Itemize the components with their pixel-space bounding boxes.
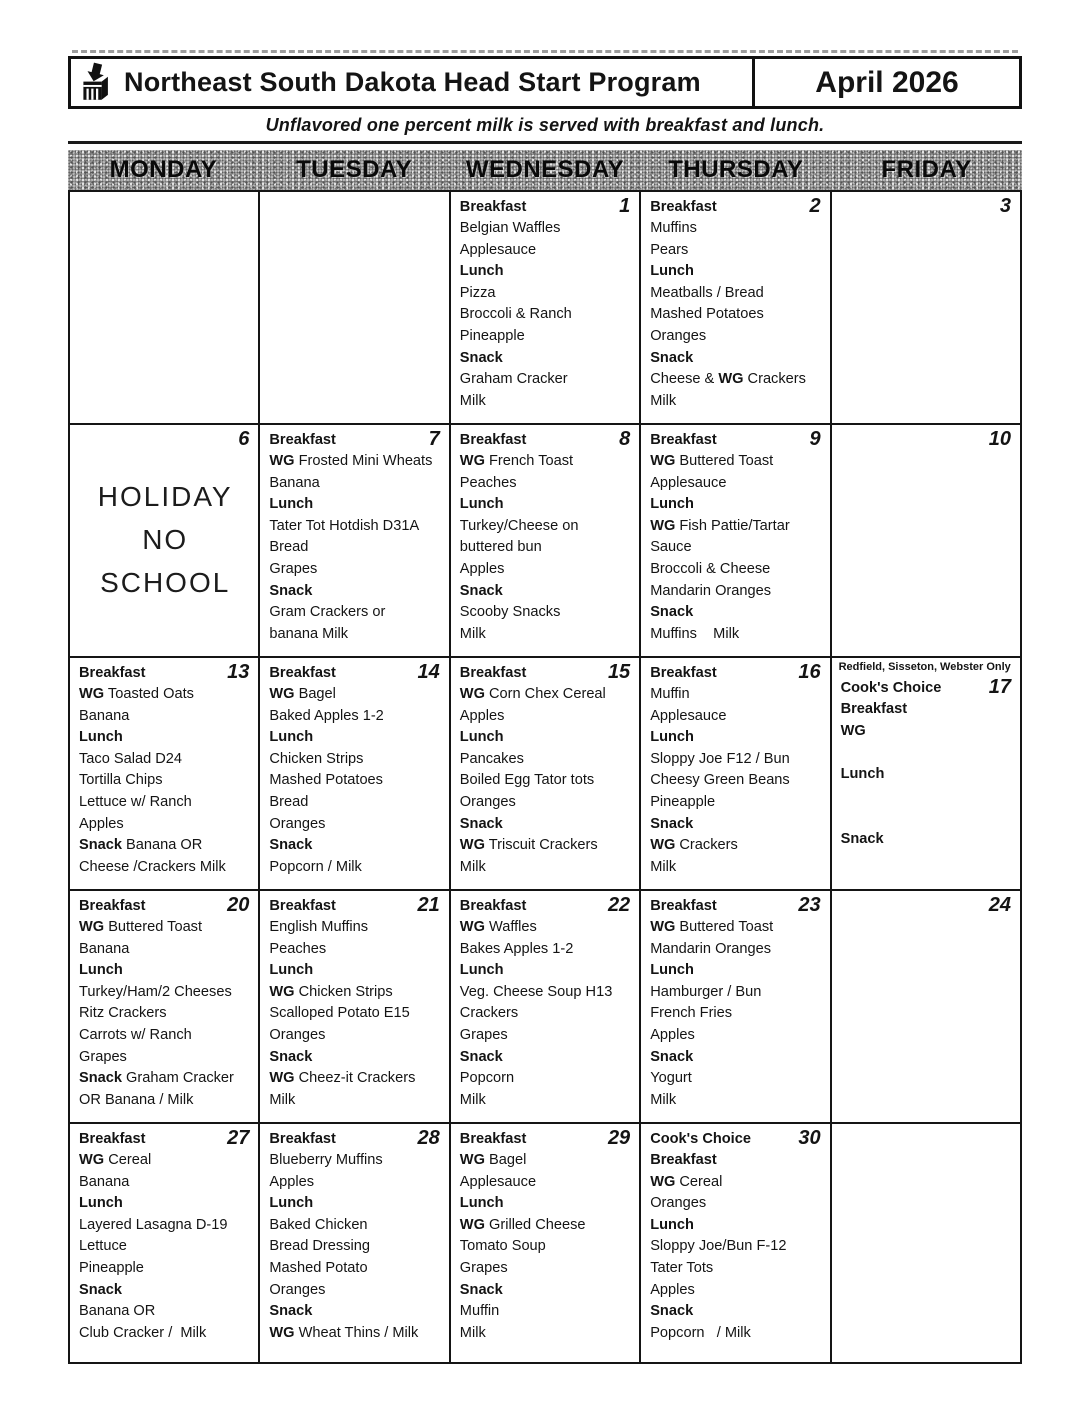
day-cell-13: [70, 658, 260, 891]
cell-header: [460, 1128, 632, 1150]
menu-line: WG Bagel: [459, 1152, 527, 1168]
menu-line: Milk: [459, 392, 486, 409]
holiday-text: HOLIDAY NO SCHOOL: [97, 481, 233, 598]
menu-line: Tortilla Chips: [79, 772, 163, 789]
day-cell-2: [641, 192, 831, 425]
scan-artifact-line: [72, 50, 1018, 53]
menu-line: Turkey/Ham/2 Cheeses: [79, 983, 232, 1000]
menu-line: Meatballs / Bread: [650, 284, 764, 301]
menu-line: Graham Cracker: [459, 371, 568, 388]
menu-line: Tomato Soup: [459, 1238, 546, 1255]
menu-document: [68, 50, 1022, 1364]
menu-line: Layered Lasagna D-19: [79, 1216, 228, 1233]
meal-label: Breakfast: [459, 199, 527, 215]
menu-line: Pineapple: [459, 327, 525, 344]
day-cell-9: [641, 425, 831, 658]
menu-line: Lunch: [650, 1216, 694, 1233]
day-cell-empty: [260, 192, 450, 425]
menu-line: Apples: [269, 1173, 315, 1190]
cell-header: [269, 895, 441, 917]
day-number: 28: [417, 1127, 440, 1149]
cell-header: [79, 662, 251, 684]
day-number: 22: [607, 894, 631, 916]
menu-line: WG Waffles: [459, 919, 537, 935]
menu-line: Belgian Waffles: [459, 220, 561, 236]
day-cell-empty: [832, 1124, 1022, 1364]
day-header-wednesday: WEDNESDAY: [465, 156, 625, 183]
meal-label: Breakfast: [269, 1131, 336, 1147]
menu-line: Snack: [650, 1303, 694, 1320]
menu-line: Mashed Potato: [269, 1259, 368, 1276]
menu-line: WG Corn Chex Cereal: [459, 686, 606, 702]
day-cell-21: [260, 891, 450, 1124]
day-number: 20: [227, 894, 250, 916]
menu-line: Apples: [650, 1281, 695, 1298]
day-cell-23: [641, 891, 831, 1124]
menu-line: Oranges: [269, 1281, 326, 1298]
menu-line: WG Buttered Toast: [650, 919, 774, 935]
menu-line: Milk: [459, 858, 486, 875]
menu-line: Snack: [269, 582, 313, 599]
menu-line: Banana: [79, 1173, 130, 1190]
menu-line: Lunch: [79, 1195, 123, 1212]
day-cell-22: [451, 891, 641, 1124]
day-cell-17: [832, 658, 1022, 891]
menu-line: Pizza: [459, 284, 496, 301]
menu-line: WG Toasted Oats: [79, 686, 194, 702]
menu-line: WG Cheez-it Crackers: [269, 1070, 416, 1087]
day-number: 10: [988, 428, 1011, 450]
menu-line: WG: [840, 722, 866, 739]
day-cell-1: [451, 192, 641, 425]
menu-line: Milk: [650, 392, 677, 409]
day-number: 30: [798, 1127, 821, 1149]
day-number: 6: [238, 428, 250, 450]
menu-line: Snack: [650, 604, 694, 621]
cell-header: [79, 895, 251, 917]
menu-line: French Fries: [650, 1005, 733, 1022]
program-logo-icon: [79, 62, 113, 104]
menu-line: [841, 807, 1013, 829]
menu-line: Popcorn: [459, 1070, 515, 1087]
cell-header: [460, 429, 632, 451]
menu-line: Banana: [269, 474, 320, 491]
menu-line: Milk: [459, 1324, 486, 1341]
day-header-band: [68, 150, 1022, 190]
menu-line: WG Wheat Thins / Milk: [269, 1324, 419, 1341]
menu-line: Blueberry Muffins: [269, 1152, 383, 1168]
menu-line: Gram Crackers or: [269, 604, 386, 621]
menu-line: Snack: [459, 1281, 503, 1298]
day-cell-8: [451, 425, 641, 658]
menu-line: WG Crackers: [650, 837, 738, 854]
menu-line: Lunch: [459, 962, 504, 979]
menu-line: Bread: [269, 793, 309, 810]
day-number: 9: [809, 428, 821, 450]
menu-line: Baked Chicken: [269, 1216, 368, 1233]
month-title: April 2026: [752, 59, 1019, 106]
day-number: 8: [619, 428, 631, 450]
day-header-tuesday: TUESDAY: [296, 156, 413, 183]
menu-line: Snack: [269, 837, 313, 854]
menu-line: Breakfast: [650, 1152, 717, 1168]
menu-line: Scalloped Potato E15: [269, 1005, 410, 1022]
day-header-thursday: THURSDAY: [668, 156, 804, 183]
meal-label: Breakfast: [459, 898, 527, 914]
menu-line: buttered bun: [459, 539, 542, 556]
menu-line: Snack: [650, 349, 694, 366]
menu-line: Popcorn / Milk: [650, 1324, 751, 1341]
menu-line: Lunch: [269, 729, 314, 746]
cell-header: [269, 1128, 441, 1150]
menu-line: Snack Banana OR: [79, 837, 203, 854]
menu-line: Snack: [459, 349, 503, 366]
day-cell-14: [260, 658, 450, 891]
day-header-monday: MONDAY: [109, 156, 218, 183]
day-cell-29: [451, 1124, 641, 1364]
menu-line: Bread Dressing: [269, 1238, 370, 1255]
menu-line: Cheese & WG Crackers: [650, 371, 806, 388]
menu-line: Veg. Cheese Soup H13: [459, 983, 613, 1000]
day-cell-empty: [70, 192, 260, 425]
menu-line: Mashed Potatoes: [650, 306, 764, 323]
menu-line: Hamburger / Bun: [650, 983, 762, 1000]
menu-line: Lunch: [459, 729, 504, 746]
meal-label: Breakfast: [79, 898, 146, 914]
meal-label: Breakfast: [269, 432, 336, 448]
menu-line: Snack Graham Cracker: [79, 1070, 234, 1087]
meal-label: Breakfast: [79, 1131, 146, 1147]
menu-line: Baked Apples 1-2: [269, 707, 384, 724]
menu-line: Lunch: [459, 263, 504, 280]
menu-line: Snack: [459, 1048, 503, 1065]
menu-line: Chicken Strips: [269, 750, 364, 767]
menu-line: Lunch: [459, 1195, 504, 1212]
menu-line: Scooby Snacks: [459, 604, 561, 621]
day-number: 23: [798, 894, 821, 916]
menu-line: WG French Toast: [459, 453, 574, 469]
cell-header: [460, 662, 632, 684]
menu-line: Applesauce: [650, 474, 727, 491]
cell-header: [650, 1128, 822, 1150]
menu-line: Carrots w/ Ranch: [79, 1026, 192, 1043]
title-bar: [68, 56, 1022, 109]
milk-notice: Unflavored one percent milk is served with breakfast and lunch.: [68, 109, 1022, 144]
menu-line: Taco Salad D24: [79, 750, 183, 767]
day-cell-27: [70, 1124, 260, 1364]
menu-line: Snack: [459, 815, 503, 832]
menu-line: Apples: [459, 707, 505, 724]
menu-line: Snack: [459, 582, 503, 599]
menu-line: Lettuce: [79, 1238, 127, 1255]
menu-line: WG Grilled Cheese: [459, 1216, 586, 1233]
menu-line: Pears: [650, 241, 689, 258]
menu-line: Snack: [650, 1048, 694, 1065]
menu-line: WG Fish Pattie/Tartar: [650, 517, 790, 534]
meal-label: Breakfast: [459, 665, 527, 681]
meal-label: Breakfast: [650, 432, 717, 448]
cell-header: [460, 196, 632, 218]
day-number: 21: [417, 894, 440, 916]
menu-line: Milk: [459, 1091, 486, 1108]
menu-line: banana Milk: [269, 625, 349, 642]
meal-label: Breakfast: [269, 898, 336, 914]
day-number: 17: [988, 676, 1011, 698]
menu-line: Oranges: [269, 1026, 326, 1043]
day-cell-28: [260, 1124, 450, 1364]
meal-label: Breakfast: [650, 898, 717, 914]
menu-line: Mashed Potatoes: [269, 772, 383, 789]
day-cell-15: [451, 658, 641, 891]
day-number: 2: [809, 195, 821, 217]
cell-header: [269, 429, 441, 451]
menu-line: Lunch: [840, 765, 885, 782]
meal-label: Breakfast: [650, 199, 717, 215]
menu-line: WG Chicken Strips: [269, 983, 393, 1000]
menu-line: Grapes: [459, 1026, 508, 1043]
menu-line: Tater Tots: [650, 1259, 714, 1276]
menu-line: Peaches: [269, 940, 327, 957]
day-number: 14: [417, 661, 440, 683]
menu-line: Club Cracker / Milk: [79, 1324, 207, 1341]
menu-line: Snack: [650, 815, 694, 832]
meal-label: Breakfast: [269, 665, 336, 681]
meal-label: Breakfast: [79, 665, 146, 681]
menu-line: Cheese /Crackers Milk: [79, 858, 226, 875]
menu-line: Cheesy Green Beans: [650, 772, 790, 789]
menu-line: Lettuce w/ Ranch: [79, 793, 192, 810]
menu-line: WG Cereal: [79, 1152, 152, 1168]
menu-line: Lunch: [269, 496, 314, 513]
menu-line: Pineapple: [79, 1259, 144, 1276]
menu-line: WG Triscuit Crackers: [459, 837, 598, 854]
menu-line: Applesauce: [459, 1173, 537, 1190]
cell-header: [79, 429, 251, 449]
menu-line: Turkey/Cheese on: [459, 517, 579, 534]
menu-line: Lunch: [650, 962, 694, 979]
day-cell-6: [70, 425, 260, 658]
program-title: Northeast South Dakota Head Start Program: [124, 67, 701, 97]
menu-line: Grapes: [79, 1048, 127, 1065]
cell-header: [650, 429, 822, 451]
cell-header: [460, 895, 632, 917]
menu-line: Oranges: [650, 327, 707, 344]
menu-line: Lunch: [269, 962, 314, 979]
menu-line: Banana: [79, 940, 130, 957]
menu-line: Mandarin Oranges: [650, 582, 772, 599]
cell-header: [650, 662, 822, 684]
menu-line: Muffins: [650, 220, 697, 236]
menu-line: Peaches: [459, 474, 517, 491]
menu-line: Applesauce: [650, 707, 727, 724]
menu-line: Oranges: [459, 793, 516, 810]
day-cell-7: [260, 425, 450, 658]
cell-header: [841, 677, 1013, 699]
cell-header: [841, 895, 1013, 915]
cell-header: [841, 196, 1013, 216]
menu-line: Crackers: [459, 1005, 519, 1022]
menu-line: Milk: [650, 858, 677, 875]
menu-line: Oranges: [269, 815, 326, 832]
menu-line: Lunch: [459, 496, 504, 513]
meal-label: Cook's Choice: [650, 1131, 751, 1147]
meal-label: Breakfast: [459, 432, 527, 448]
cell-header: [841, 429, 1013, 449]
menu-line: Apples: [459, 560, 505, 577]
menu-line: Broccoli & Cheese: [650, 560, 771, 577]
menu-line: [841, 742, 1013, 764]
menu-line: Apples: [79, 815, 124, 832]
cell-header: [650, 895, 822, 917]
menu-line: Sloppy Joe F12 / Bun: [650, 750, 790, 767]
menu-line: WG Buttered Toast: [650, 453, 774, 469]
menu-line: [841, 785, 1013, 807]
menu-line: Mandarin Oranges: [650, 940, 772, 957]
menu-line: Sloppy Joe/Bun F-12: [650, 1238, 787, 1255]
menu-line: Sauce: [650, 539, 692, 556]
meal-label: Cook's Choice: [840, 680, 942, 696]
day-cell-30: [641, 1124, 831, 1364]
menu-line: Snack: [269, 1048, 313, 1065]
menu-line: Lunch: [79, 962, 123, 979]
menu-line: WG Buttered Toast: [79, 919, 203, 935]
day-number: 27: [227, 1127, 250, 1149]
meal-label: Breakfast: [650, 665, 717, 681]
day-header-friday: FRIDAY: [881, 156, 972, 183]
cell-header: [269, 662, 441, 684]
menu-line: Muffin: [459, 1303, 500, 1320]
menu-line: Grapes: [269, 560, 318, 577]
menu-line: Applesauce: [459, 241, 537, 258]
menu-line: WG Cereal: [650, 1173, 723, 1190]
day-number: 1: [619, 195, 631, 217]
day-number: 7: [428, 428, 440, 450]
meal-label: Breakfast: [459, 1131, 527, 1147]
menu-line: Lunch: [650, 496, 694, 513]
day-number: 24: [988, 894, 1011, 916]
menu-line: Lunch: [650, 263, 694, 280]
day-number: 16: [798, 661, 821, 683]
day-number: 3: [999, 195, 1011, 217]
menu-line: Tater Tot Hotdish D31A: [269, 517, 420, 534]
menu-line: Broccoli & Ranch: [459, 306, 572, 323]
cell-note: Redfield, Sisseton, Webster Only: [838, 661, 1011, 673]
menu-line: Snack: [79, 1281, 122, 1298]
cell-header: [79, 1128, 251, 1150]
menu-line: Popcorn / Milk: [269, 858, 362, 875]
menu-line: Muffins Milk: [650, 625, 740, 642]
cell-header: [650, 196, 822, 218]
day-cell-24: [832, 891, 1022, 1124]
menu-line: Boiled Egg Tator tots: [459, 772, 595, 789]
calendar-grid: [68, 190, 1022, 1364]
brand-area: [71, 59, 752, 106]
menu-line: Snack: [840, 830, 884, 847]
day-number: 15: [607, 661, 631, 683]
menu-line: Apples: [650, 1026, 695, 1043]
menu-line: Ritz Crackers: [79, 1005, 167, 1022]
menu-line: Lunch: [269, 1195, 314, 1212]
day-cell-20: [70, 891, 260, 1124]
menu-line: OR Banana / Milk: [79, 1091, 194, 1108]
day-cell-3: [832, 192, 1022, 425]
menu-line: Milk: [650, 1091, 677, 1108]
day-number: 29: [607, 1127, 631, 1149]
menu-line: Breakfast: [840, 701, 908, 717]
menu-line: Muffin: [650, 686, 690, 702]
day-cell-16: [641, 658, 831, 891]
menu-line: Grapes: [459, 1259, 508, 1276]
menu-line: Lunch: [79, 729, 123, 746]
day-cell-10: [832, 425, 1022, 658]
menu-line: Milk: [459, 625, 486, 642]
menu-line: Milk: [269, 1091, 296, 1108]
menu-line: Banana: [79, 707, 130, 724]
day-number: 13: [227, 661, 250, 683]
menu-line: Yogurt: [650, 1070, 692, 1087]
menu-line: Pineapple: [650, 793, 716, 810]
menu-line: WG Bagel: [269, 686, 336, 702]
menu-line: English Muffins: [269, 919, 369, 935]
menu-line: WG Frosted Mini Wheats: [269, 453, 433, 469]
menu-line: Bakes Apples 1-2: [459, 940, 574, 957]
menu-line: Banana OR: [79, 1303, 156, 1320]
menu-line: Lunch: [650, 729, 694, 746]
menu-line: Pancakes: [459, 750, 524, 767]
menu-line: Bread: [269, 539, 309, 556]
menu-line: Snack: [269, 1303, 313, 1320]
menu-line: Oranges: [650, 1195, 707, 1212]
